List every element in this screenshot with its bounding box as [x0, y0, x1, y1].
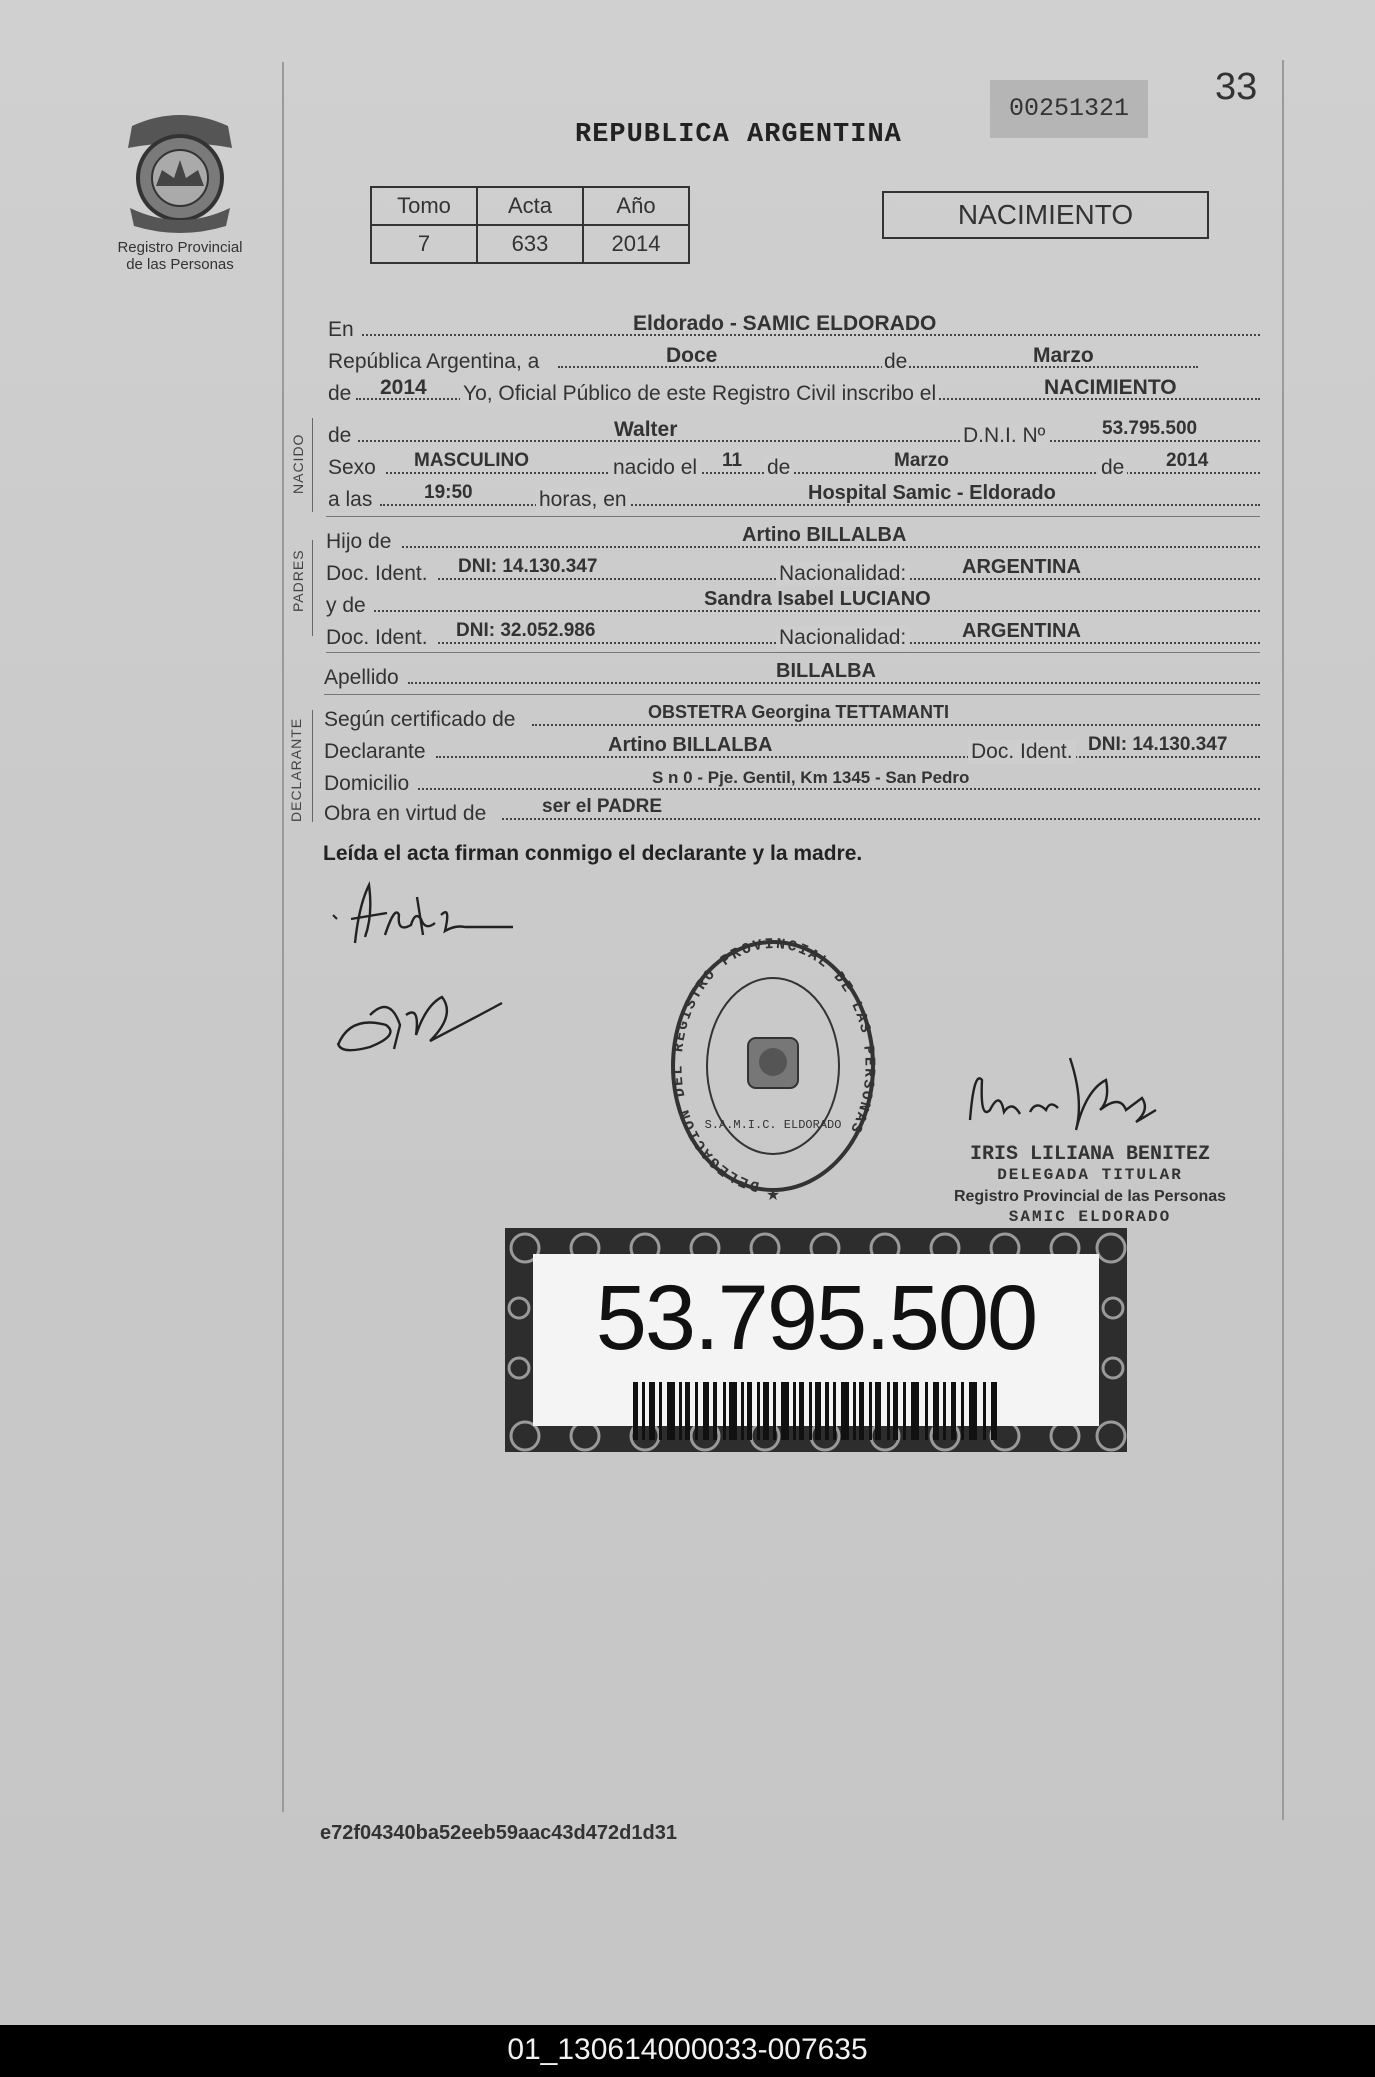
label-horas-en: horas, en — [536, 488, 630, 512]
dotted-line — [532, 724, 1260, 726]
father-name: Artino BILLALBA — [742, 524, 907, 546]
emblem-caption-2: de las Personas — [126, 256, 234, 273]
dotted-line — [558, 366, 1198, 368]
label-de-year: de — [328, 382, 352, 405]
closing-statement: Leída el acta firman conmigo el declarante y la madre. — [323, 842, 863, 865]
birth-place: Hospital Samic - Eldorado — [808, 482, 1056, 504]
padres-divider — [312, 540, 313, 636]
birth-month: Marzo — [894, 450, 949, 471]
barcode-icon — [633, 1382, 1003, 1440]
day-word-value: Doce — [666, 344, 718, 367]
file-id-footer: 01_130614000033-007635 — [0, 2025, 1375, 2077]
signer-role: DELEGADA TITULAR — [997, 1166, 1183, 1184]
birth-time: 19:50 — [424, 482, 473, 503]
label-de: de — [884, 350, 908, 373]
line-surname — [324, 662, 1260, 692]
line-address — [324, 768, 1260, 798]
label-obra: Obra en virtud de — [324, 802, 487, 825]
label-nacionalidad: Nacionalidad: — [776, 562, 909, 586]
child-sex: MASCULINO — [414, 450, 530, 471]
section-declarante: DECLARANTE — [288, 717, 304, 822]
certificate-value: OBSTETRA Georgina TETTAMANTI — [648, 702, 949, 722]
label-doc-ident: Doc. Ident. — [326, 562, 428, 585]
registry-value-row — [371, 225, 689, 263]
act-type-box: NACIMIENTO — [882, 191, 1209, 239]
mother-doc: DNI: 32.052.986 — [456, 620, 596, 641]
line-date — [328, 346, 1260, 376]
province-emblem — [110, 108, 250, 273]
separator — [324, 694, 1260, 695]
signer-name: IRIS LILIANA BENITEZ — [969, 1143, 1211, 1166]
label-doc-ident-2: Doc. Ident. — [326, 626, 428, 649]
mother-name: Sandra Isabel LUCIANO — [704, 588, 931, 610]
year-value: 2014 — [380, 376, 427, 399]
section-nacido: NACIDO — [290, 433, 306, 494]
line-declarant — [324, 736, 1260, 766]
stamp-ring-text: DELEGACION DEL REGISTRO PROVINCIAL DE LAS PERSONAS — [669, 938, 878, 1195]
document-title: REPUBLICA ARGENTINA — [575, 120, 902, 150]
serial-number: 00251321 — [990, 80, 1148, 138]
dotted-line — [436, 756, 1260, 758]
declarant-doc: DNI: 14.130.347 — [1088, 734, 1228, 755]
barcode-label — [533, 1254, 1099, 1426]
label-nacionalidad-2: Nacionalidad: — [776, 626, 909, 650]
line-year — [328, 378, 1260, 408]
label-de-month: de — [764, 456, 793, 480]
separator — [326, 516, 1260, 517]
document-hash: e72f04340ba52eeb59aac43d472d1d31 — [320, 1822, 677, 1844]
signer-office: SAMIC ELDORADO — [1008, 1208, 1172, 1226]
officer-signature-icon — [960, 1050, 1170, 1150]
line-sex — [328, 452, 1260, 482]
id-barcode-sticker — [505, 1228, 1127, 1452]
line-mother-doc — [326, 622, 1260, 652]
line-place — [328, 314, 1260, 344]
label-inscribo: Yo, Oficial Público de este Registro Civil inscribo el — [460, 382, 939, 406]
nacido-divider — [312, 418, 313, 512]
declarant-name: Artino BILLALBA — [608, 734, 773, 756]
line-capacity — [324, 798, 1260, 828]
mother-signature-icon — [330, 985, 510, 1065]
label-y-de: y de — [326, 594, 366, 617]
birth-year: 2014 — [1166, 450, 1209, 471]
left-margin-line — [282, 62, 284, 1812]
label-hijo-de: Hijo de — [326, 530, 392, 553]
declarant-signature-icon — [325, 875, 525, 955]
father-nationality: ARGENTINA — [962, 556, 1081, 578]
dotted-line — [386, 472, 1260, 474]
label-apellido: Apellido — [324, 666, 399, 689]
label-segun: Según certificado de — [324, 708, 516, 731]
registry-header-tomo: Tomo — [371, 187, 477, 225]
month-value: Marzo — [1033, 344, 1094, 367]
address-value: S n 0 - Pje. Gentil, Km 1345 - San Pedro — [652, 768, 970, 787]
label-domicilio: Domicilio — [324, 772, 410, 795]
line-name — [328, 420, 1260, 450]
stamp-inner-text: S.A.M.I.C. ELDORADO — [704, 1118, 842, 1132]
section-padres: PADRES — [290, 549, 306, 612]
declarante-divider — [312, 710, 313, 822]
label-nacido-el: nacido el — [610, 456, 700, 480]
page-number: 33 — [1215, 66, 1258, 108]
line-certificate — [324, 704, 1260, 734]
place-value: Eldorado - SAMIC ELDORADO — [633, 312, 937, 335]
official-stamp-icon — [666, 938, 880, 1210]
emblem-seal-icon — [120, 108, 240, 234]
svg-text:★: ★ — [765, 1187, 781, 1204]
child-name: Walter — [614, 418, 678, 441]
signer-org: Registro Provincial de las Personas — [953, 1188, 1227, 1205]
birth-day: 11 — [722, 450, 743, 471]
dotted-line — [358, 440, 1260, 442]
registry-table — [370, 186, 690, 264]
label-de-name: de — [328, 424, 352, 447]
father-doc: DNI: 14.130.347 — [458, 556, 598, 577]
right-margin-line — [1282, 60, 1284, 1820]
separator — [326, 652, 1260, 653]
registry-header-ano: Año — [583, 187, 689, 225]
label-sexo: Sexo — [328, 456, 376, 479]
dotted-line — [502, 818, 1260, 820]
label-a-las: a las — [328, 488, 373, 511]
registry-header-acta: Acta — [477, 187, 583, 225]
registry-value-ano: 2014 — [583, 225, 689, 263]
registry-value-acta: 633 — [477, 225, 583, 263]
barcode-number: 53.795.500 — [595, 1267, 1037, 1369]
registry-value-tomo: 7 — [371, 225, 477, 263]
line-time — [328, 484, 1260, 514]
signer-block — [940, 1144, 1240, 1228]
line-mother — [326, 590, 1260, 620]
label-doc-ident-3: Doc. Ident. — [968, 740, 1076, 764]
line-father — [326, 526, 1260, 556]
dotted-line — [418, 788, 1260, 790]
label-republica: República Argentina, a — [328, 350, 540, 373]
registry-header-row — [371, 187, 689, 225]
label-en: En — [328, 318, 354, 341]
act-type-value: NACIMIENTO — [1044, 376, 1177, 399]
mother-nationality: ARGENTINA — [962, 620, 1081, 642]
label-declarante: Declarante — [324, 740, 426, 763]
surname-value: BILLALBA — [776, 660, 876, 682]
child-dni: 53.795.500 — [1102, 418, 1198, 439]
label-dni: D.N.I. Nº — [960, 424, 1048, 448]
capacity-value: ser el PADRE — [542, 796, 663, 817]
emblem-caption-1: Registro Provincial — [117, 239, 243, 256]
label-de-year2: de — [1098, 456, 1127, 480]
line-father-doc — [326, 558, 1260, 588]
